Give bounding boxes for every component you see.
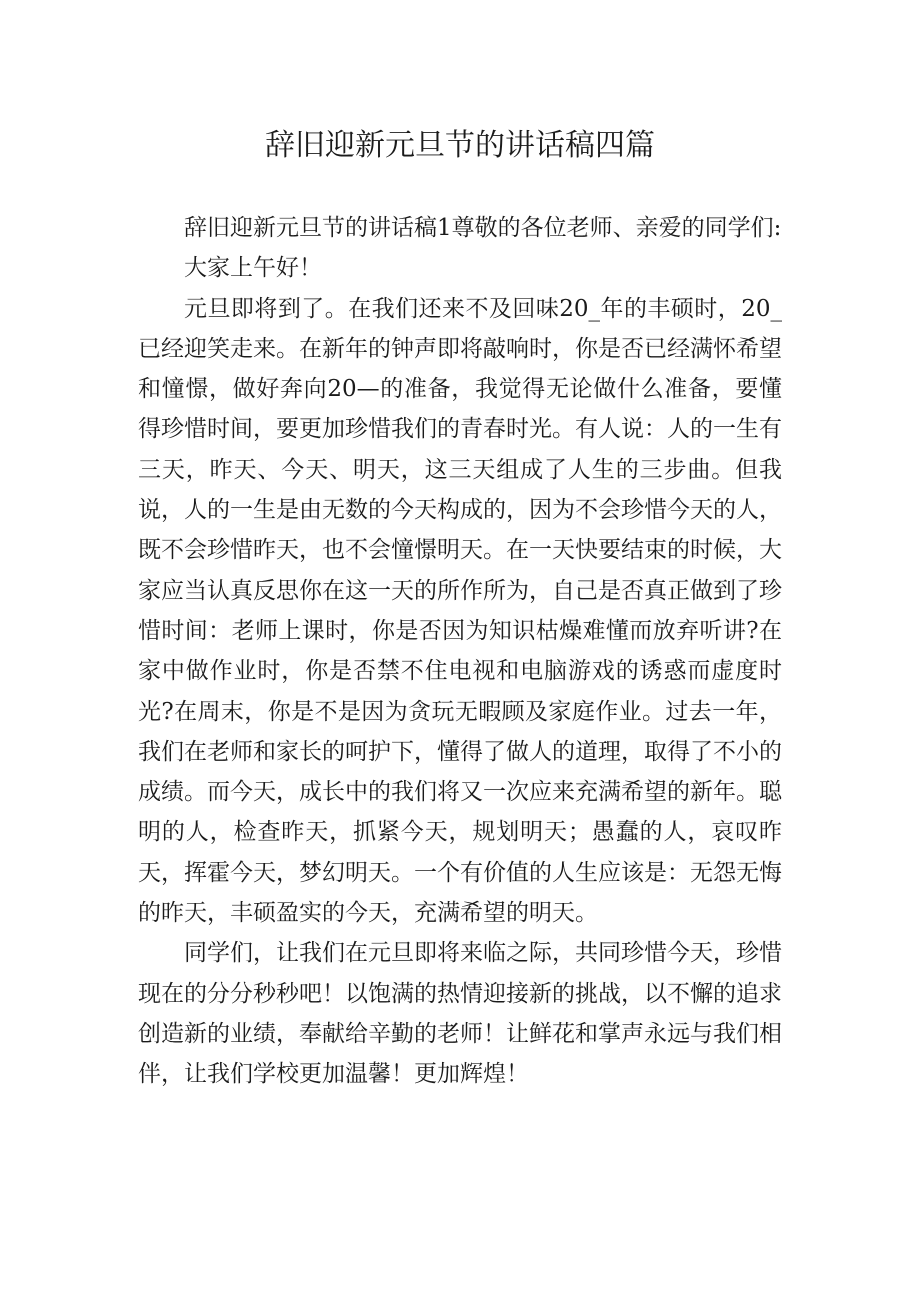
document-title: 辞旧迎新元旦节的讲话稿四篇 [265,128,655,163]
document-body [138,208,782,1095]
paragraph-closing: 同学们，让我们在元旦即将来临之际，共同珍惜今天，珍惜现在的分分秒秒吧！以饱满的热情迎接新的挑战，以不懈的追求创造新的业绩，奉献给辛勤的老师！让鲜花和掌声永远与我们相伴，让我们学校更加温馨！更加辉煌！ [138,940,782,1088]
paragraph-greeting: 大家上午好！ [184,255,322,282]
paragraph-greeting-heading: 辞旧迎新元旦节的讲话稿1尊敬的各位老师、亲爱的同学们: [184,215,782,241]
paragraph-main: 元旦即将到了。在我们还来不及回味20_年的丰硕时，20_已经迎笑走来。在新年的钟声即将敲响时，你是否已经满怀希望和憧憬，做好奔向20—的准备，我觉得无论做什么准备，要懂得珍惜时间，要更加珍惜我们的青春时光。有人说：人的一生有三天，昨天、今天、明天，这三天组成了人生的三步曲。但我说，人的一生是由无数的今天构成的，因为不会珍惜今天的人，既不会珍惜昨天，也不会憧憬明天。在一天快要结束的时候，大家应当认真反思你在这一天的所作所为，自己是否真正做到了珍惜时间：老师上课时，你是否因为知识枯燥难懂而放弃听讲?在家中做作业时，你是否禁不住电视和电脑游戏的诱惑而虚度时光?在周末，你是不是因为贪玩无暇顾及家庭作业。过去一年，我们在老师和家长的呵护下，懂得了做人的道理，取得了不小的成绩。而今天，成长中的我们将又一次应来充满希望的新年。聪明的人，检查昨天，抓紧今天，规划明天；愚蠢的人，哀叹昨天，挥霍今天，梦幻明天。一个有价值的人生应该是：无怨无悔的昨天，丰硕盈实的今天，充满希望的明天。 [138,295,782,927]
